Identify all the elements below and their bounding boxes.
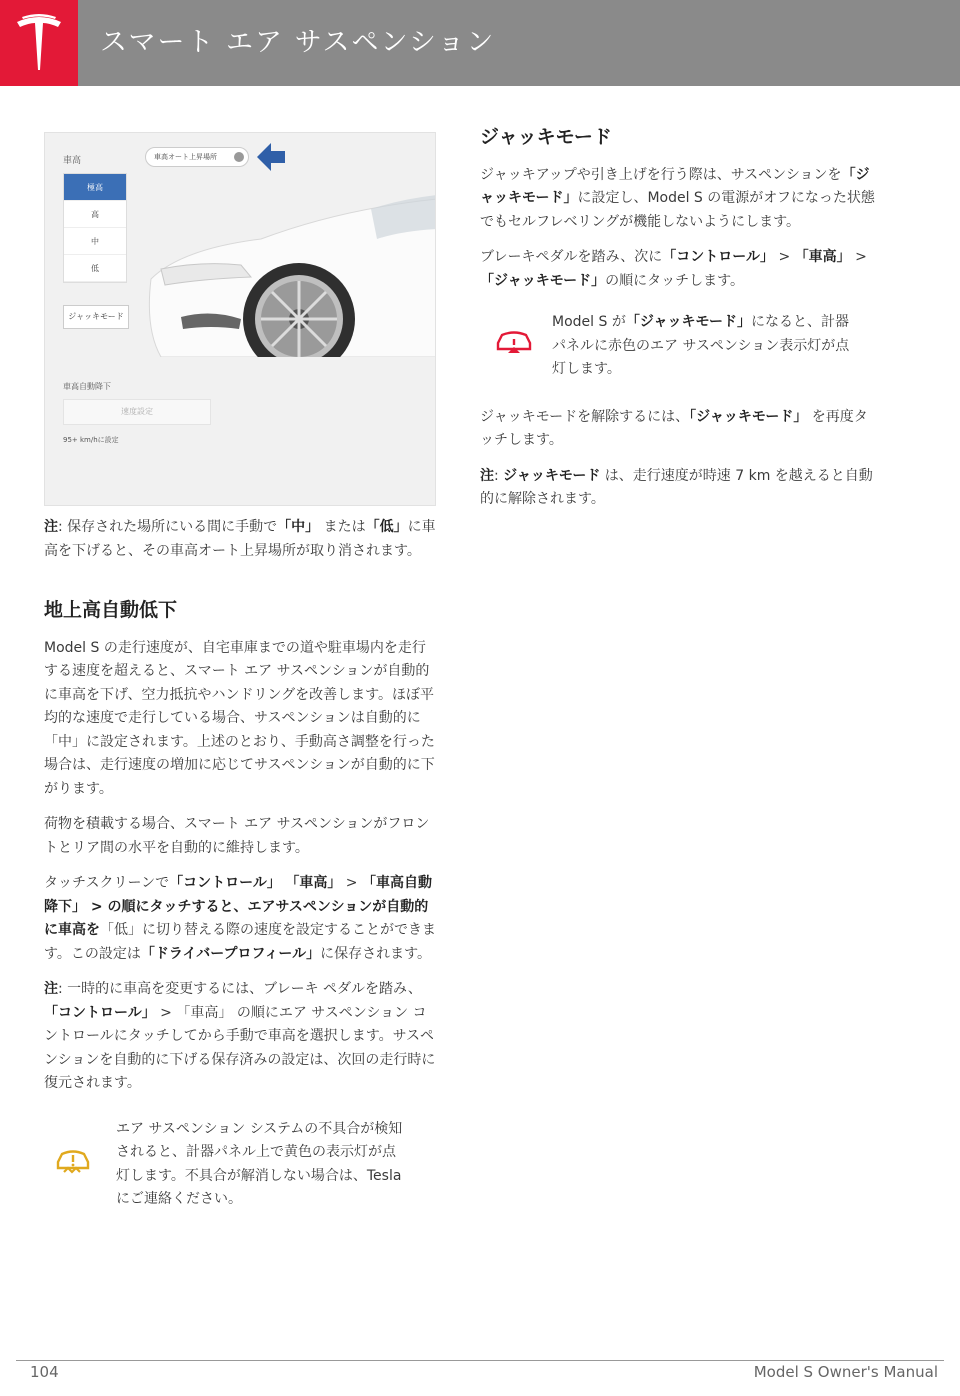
yellow-suspension-warning-icon: [54, 1146, 92, 1176]
left-column: [44, 516, 436, 1212]
auto-lower-label: 車高自動降下: [63, 382, 111, 391]
jack-icon-wrap: [480, 311, 552, 366]
touchscreen-instructions: タッチスクリーンで「コントロール」 「車高」 > 「車高自動降下」 > の順にタッチすると、エアサスペンションが自動的に車高を「低」に切り替える際の速度を設定することができます。この設定は「ドライバープロフィール」に保存されます。: [44, 875, 436, 962]
page-number: 104: [30, 1363, 59, 1381]
jack-mode-paragraph: ジャッキアップや引き上げを行う際は、サスペンションを「ジャッキモード」に設定し、Model S の電源がオフになった状態でもセルフレベリングが機能しないようにします。: [480, 166, 875, 230]
tesla-logo-icon: [13, 14, 65, 72]
note-label: 注: [44, 519, 58, 535]
warning-block: [44, 1118, 436, 1212]
auto-raise-location-pill: [145, 147, 249, 167]
page-header: [0, 0, 960, 86]
height-label: 車高: [63, 156, 82, 166]
height-option-very-high: 極高: [64, 174, 126, 201]
footer-divider: [16, 1360, 944, 1361]
tesla-logo: [0, 0, 78, 86]
jack-mode-instructions: ブレーキペダルを踏み、次に「コントロール」 > 「車高」 > 「ジャッキモード」の順にタッチします。: [480, 249, 867, 289]
jack-indicator-text: Model S が「ジャッキモード」になると、計器パネルに赤色のエア サスペンション表示灯が点灯します。: [552, 314, 850, 377]
jack-mode-auto-cancel-note: 注: ジャッキモード は、走行速度が時速 7 km を越えると自動的に解除されます。: [480, 467, 873, 507]
speed-setting-button: 速度設定: [63, 399, 211, 425]
warning-icon-wrap: [44, 1118, 116, 1185]
jack-mode-button: ジャッキモード: [63, 305, 129, 329]
right-column: [480, 126, 876, 524]
red-jack-mode-icon: [494, 327, 534, 357]
note-paragraph: 注: 保存された場所にいる間に手動で「中」 または「低」に車高を下げると、その車高オート上昇場所が取り消されます。: [44, 519, 436, 559]
manual-title: Model S Owner's Manual: [753, 1363, 938, 1381]
speed-caption: 95+ km/hに設定: [63, 436, 119, 444]
jack-mode-cancel-paragraph: ジャッキモードを解除するには、「ジャッキモード」 を再度タッチします。: [480, 408, 868, 448]
warning-text: エア サスペンション システムの不具合が検知されると、計器パネル上で黄色の表示灯が点灯します。不具合が解消しない場合は、Tesla にご連絡ください。: [116, 1120, 403, 1207]
temporary-change-note: 注: 一時的に車高を変更するには、ブレーキ ペダルを踏み、「コントロール」 > 「車高」 の順にエア サスペンション コントロールにタッチしてから手動で車高を選択します。サスペンションを自動的に下げる保存済みの設定は、次回の走行時に復元されます。: [44, 981, 436, 1091]
auto-lower-paragraph: Model S の走行速度が、自宅車庫までの道や駐車場内を走行する速度を超えると、スマート エア サスペンションが自動的に車高を下げ、空力抵抗やハンドリングを改善します。ほぼ平均的な速度で走行している場合、サスペンションは自動的に「中」に設定されます。上述のとおり、手動高さ調整を行った場合は、走行速度の増加に応じてサスペンションが自動的に下がります。: [44, 639, 435, 797]
height-option-low: 低: [64, 255, 126, 282]
page-title: スマート エア サスペンション: [100, 27, 496, 58]
pill-label: 車高オート上昇場所: [154, 153, 217, 161]
height-option-high: 高: [64, 201, 126, 228]
car-image: [141, 169, 436, 357]
section-heading-auto-lower: 地上高自動低下: [44, 599, 178, 621]
touchscreen-illustration: [44, 132, 436, 506]
jack-indicator-block: [480, 311, 876, 382]
height-option-standard: 中: [64, 228, 126, 255]
load-leveling-paragraph: 荷物を積載する場合、スマート エア サスペンションがフロントとリア間の水平を自動的に維持します。: [44, 816, 430, 856]
close-icon: [234, 152, 244, 162]
section-heading-jack-mode: ジャッキモード: [480, 126, 612, 148]
height-option-list: [63, 173, 127, 283]
